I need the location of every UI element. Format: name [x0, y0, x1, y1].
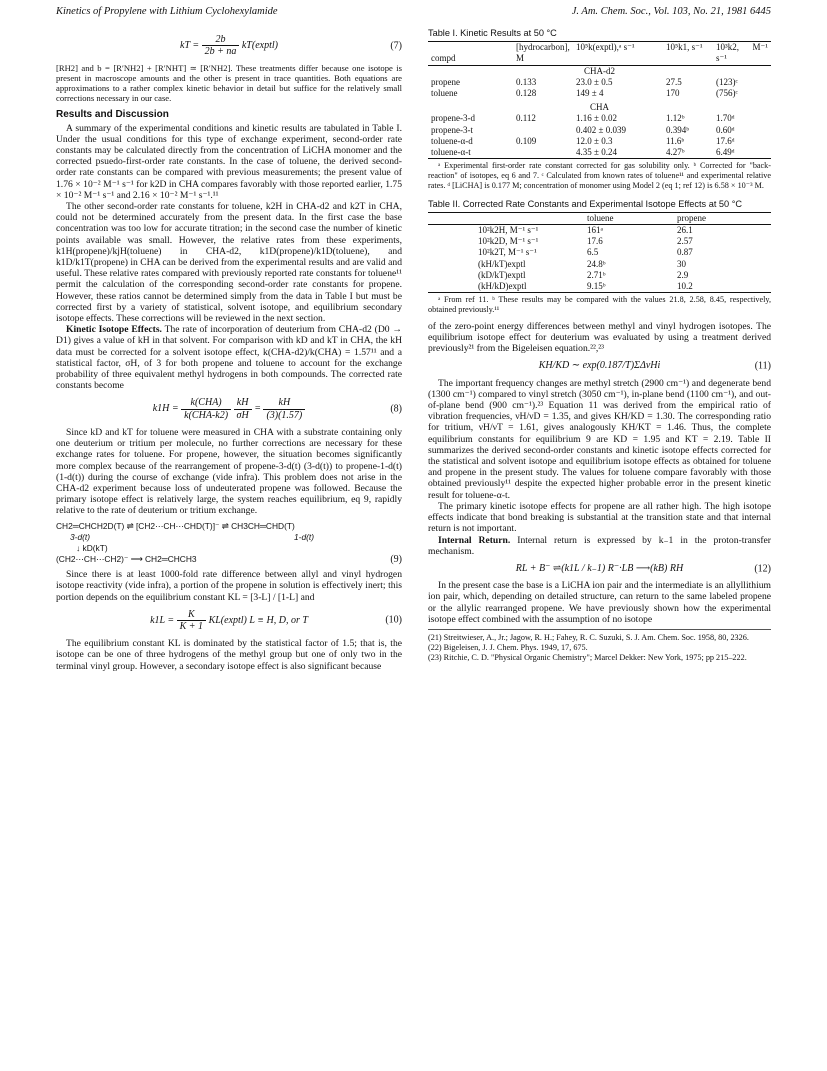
left-column: [56, 28, 402, 672]
eq7-fraction: [202, 34, 240, 57]
eq8-f1-den: k(CHA-k2): [184, 409, 229, 421]
scheme-label-3dt: 3-d(t): [70, 531, 91, 542]
eq7-num: 2b: [202, 34, 240, 46]
kie-title: Kinetic Isotope Effects.: [66, 324, 162, 336]
table-cell: (756)ᶜ: [716, 88, 738, 99]
table-cell: 170: [666, 88, 680, 99]
table-row: [428, 247, 771, 258]
paragraph-kie: [56, 324, 402, 391]
equation-8: [56, 397, 402, 420]
eq8-lhs: k1H =: [152, 403, 179, 415]
eq10-rhs: KL(exptl) L ≡ H, D, or T: [208, 614, 308, 626]
table-cell: 9.15ᵇ: [587, 281, 606, 292]
table-cell: 2.71ᵇ: [587, 269, 606, 280]
table-cell: 161ᵃ: [587, 225, 603, 236]
eq10-num: K: [177, 609, 206, 621]
table-cell: toluene-α-t: [431, 147, 471, 158]
table2: [428, 212, 771, 293]
internal-return-text: Internal return is expressed by k₋1 in the proton-transfer mechanism.: [428, 534, 771, 557]
scheme-line-4: [56, 554, 402, 565]
eq8-frac3: [263, 397, 305, 420]
eq8-equals: =: [254, 403, 261, 415]
table2-header-row: [428, 212, 771, 224]
table2-col-blank: [428, 212, 584, 224]
scheme-line-3: ↓ kD(kT): [76, 542, 108, 553]
table-cell: 4.27ᵇ: [666, 147, 685, 158]
table-row: [428, 125, 771, 136]
table-row: [428, 281, 771, 293]
table1-group-cha-d2: CHA-d2: [584, 65, 615, 76]
table-cell: 0.112: [516, 113, 536, 124]
table-cell: 0.394ᵇ: [666, 124, 690, 135]
paragraph-ion-pair: In the present case the base is a LiCHA ion pair and the intermediate is an allyllithium ion pair, which, depending on detailed structure, can return to the same labeled propene or the allylic rearranged propene. We have previously shown how the experimental isotope effect combined with the assumption of no isotope: [428, 580, 771, 625]
table-cell: 149 ± 4: [576, 88, 604, 99]
eq7-den: 2b + na: [204, 46, 237, 58]
eq10-number: (10): [385, 614, 402, 626]
table-cell: 11.6ᵇ: [666, 135, 685, 146]
table-row: [428, 259, 771, 270]
eq9-number: (9): [390, 553, 402, 565]
table1-col-k2: 10³k2, M⁻¹ s⁻¹: [716, 42, 768, 64]
eq8-f3-num: kH: [263, 397, 305, 409]
table2-col-propene: propene: [677, 212, 707, 223]
table-cell: 10²k2T, M⁻¹ s⁻¹: [478, 247, 537, 258]
paragraph-propene-rearrangement: Since kD and kT for toluene were measured in CHA with a substrate containing only one deuterium or tritium per molecule, no further corrections are necessary for these exchange rates for toluene. For propene, however, the situation becomes significantly more complex because of the rearrangement of propene-3-d(t) (3-d(t)) to propene-1-d(t) (1-d(t)) during the course of exchange (vide infra). This problem does not arise in the CHA-d2 experiment because loss of undeuterated propene was followed. Because the primary isotope effect is relatively large, the system reaches equilibrium, eq 9, rapidly relative to the rate of deuterium or tritium exchange.: [56, 426, 402, 517]
eq11-number: (11): [754, 360, 771, 372]
table-cell: 10²k2H, M⁻¹ s⁻¹: [478, 225, 539, 236]
reference-21: (21) Streitwieser, A., Jr.; Jagow, R. H.; Fahey, R. C. Suzuki, S. J. Am. Chem. Soc. 1958, 80, 2326.: [428, 632, 749, 642]
right-column: [428, 28, 771, 662]
table-cell: (kD/kT)exptl: [478, 269, 526, 280]
table-cell: 12.0 ± 0.3: [576, 135, 613, 146]
table-cell: 17.6: [587, 236, 603, 247]
internal-return-title: Internal Return.: [438, 534, 511, 546]
scheme-line-2: [56, 532, 402, 543]
scheme-allyl-line: (CH2⋯CH⋯CH2)⁻ ⟶ CH2═CHCH3: [56, 553, 197, 564]
eq7-note: [RH2] and b = [R′NH2] + [R′NHT] ≃ [R′NH2]. These treatments differ because one isotope is present in macroscope amounts and the other is present in trace quantities. Both equations are approximations to a rather complex kinetic behavior in detail but suffice for the relatively small corrections necessary in our case.: [56, 63, 402, 104]
references: [428, 629, 771, 662]
eq8-f2-num: kH: [234, 397, 252, 409]
header-citation: J. Am. Chem. Soc., Vol. 103, No. 21, 1981 6445: [571, 6, 771, 17]
table-cell: 10²k2D, M⁻¹ s⁻¹: [478, 236, 539, 247]
equation-7: [56, 34, 402, 57]
header-title: Kinetics of Propylene with Lithium Cyclohexylamide: [56, 6, 278, 17]
eq8-f2-den: σH: [236, 409, 249, 421]
table1-header-row: [428, 42, 771, 65]
table-cell: 27.5: [666, 76, 682, 87]
table1-footnote: ᵃ Experimental first-order rate constant corrected for gas solubility only. ᵇ Corrected for "back-reaction" of isotopes, eq 6 and 7. ᶜ Calculated from known rates of toluene¹¹ and experimental relative rates. ᵈ [LiCHA] is 0.177 M; concentration of monomer using Model 2 (eq 1; ref 12) is 6.58 × 10⁻³ M.: [428, 161, 771, 190]
scheme-rate-label: kD(kT): [82, 542, 108, 553]
table-cell: [513, 125, 573, 136]
equation-12: [428, 563, 771, 574]
paragraph-summary: A summary of the experimental conditions and kinetic results are tabulated in Table I. Under the usual conditions for this type of exchange experiment, second-order rate constants may be calculated directly from the concentration of LiCHA monomer and the corrected psuedo-first-order rate constants. In the case of toluene, the derived second-order rate constants can be compared with previous measurements; the present value of 1.76 × 10⁻² M⁻¹ s⁻¹ for k2D in CHA compares favorably with those reported earlier, 1.75 × 10⁻² M⁻¹ s⁻¹ and 2.16 × 10⁻² M⁻¹ s⁻¹.¹¹: [56, 122, 402, 201]
table-cell: 2.9: [677, 269, 689, 280]
table-cell: toluene-α-d: [431, 135, 473, 146]
paragraph-other-rates: The other second-order rate constants for toluene, k2H in CHA-d2 and k2T in CHA, could not be determined accurately from the present data. In the first case the base concentration was too low for accurate titration; in the second case the number of kinetic points available was small. However, the relative rates from these experiments, k1H(propene)/kjH(toluene) in CHA-d2, k1D(propene)/k1D(toluene), and k1D/k1T(propene) in CHA can be derived from the experimental results and are valid and useful. These relative rates compared with previously reported rate constants for toluene¹¹ permit the calculation of the corresponding second-order rate constants for propene. However, these ratios cannot be determined simply from the data in Table I but must be corrected first by a variety of statistical, solvent isotope, and equilibrium secondary isotope effects. These corrections will be reviewed in the next section.: [56, 201, 402, 325]
table-row: [428, 88, 771, 99]
kie-text: The rate of incorporation of deuterium from CHA-d2 (D0 → D1) gives a value of kH in that solvent. For comparison with kD and kT in CHA, the kH data must be corrected for a solvent isotope effect, k(CHA-d2)/k(CHA) = 1.57¹¹ and a statistical factor, σH, of 3 for both propene and toluene to account for the exchange probability of three equivalent methyl hydrogens in both compounds. The corrected rate constants become: [56, 324, 402, 392]
reference-23: (23) Ritchie, C. D. "Physical Organic Chemistry"; Marcel Dekker: New York, 1975; pp 215–222.: [428, 652, 747, 662]
table-cell: 0.402 ± 0.039: [576, 124, 626, 135]
table-row: [428, 270, 771, 281]
table-cell: 6.5: [587, 247, 599, 258]
table-cell: (kH/kD)exptl: [478, 281, 527, 292]
eq8-f3-den: (3)(1.57): [266, 409, 303, 421]
table-cell: 1.70ᵈ: [716, 113, 735, 124]
eq10-fraction: [177, 609, 206, 632]
eq10-den: K + 1: [179, 620, 204, 632]
scheme-9: [56, 521, 402, 566]
eq11-body: KH/KD ∼ exp(0.187/T)ΣΔνHi: [538, 360, 661, 372]
table-row: [428, 236, 771, 247]
paragraph-primary-kie: The primary kinetic isotope effects for propene are all rather high. The high isotope effects indicate that bond breaking is substantial at the transition state and that internal return is not important.: [428, 500, 771, 535]
table1-col-kexptl: 10⁵k(exptl),ᵃ s⁻¹: [576, 42, 635, 53]
table1: [428, 41, 771, 159]
table-cell: 6.49ᵈ: [716, 147, 735, 158]
table-cell: 17.6ᵈ: [716, 135, 735, 146]
table-row: [428, 113, 771, 124]
paragraph-rate-difference: Since there is at least 1000-fold rate difference between allyl and vinyl hydrogen isotope reactivity (vide infra), a portion of the propene in solution is effectively inert; this portion depends on the equilibrium constant KL = [3-L] / [1-L] and: [56, 569, 402, 603]
table-cell: propene-3-d: [431, 113, 475, 124]
equation-10: [56, 609, 402, 632]
table-cell: 10.2: [677, 281, 693, 292]
table-cell: 4.35 ± 0.24: [576, 147, 617, 158]
paragraph-equilibrium-constant: The equilibrium constant KL is dominated by the statistical factor of 1.5; that is, the isotope can be one of three hydrogens of the methyl group but one of only two in the terminal vinyl group. However, a secondary isotope effect is also significant because: [56, 638, 402, 672]
scheme-label-1dt: 1-d(t): [294, 531, 315, 542]
table1-group-cha: CHA: [589, 102, 609, 113]
table-row: [428, 77, 771, 88]
table-cell: (123)ᶜ: [716, 76, 738, 87]
table-cell: 1.12ᵇ: [666, 113, 685, 124]
eq7-rhs: kT(exptl): [241, 40, 278, 51]
table-cell: 26.1: [677, 225, 693, 236]
table-cell: 30: [677, 258, 687, 269]
table-cell: 2.57: [677, 236, 693, 247]
eq7-number: (7): [390, 40, 402, 52]
eq7-lhs: kT =: [180, 40, 200, 51]
table1-col-compd: compd: [431, 53, 456, 64]
table2-footnote: ᵃ From ref 11. ᵇ These results may be compared with the values 21.8, 2.58, 8.45, respectively, obtained previously.¹¹: [428, 295, 771, 315]
table2-caption: Table II. Corrected Rate Constants and Experimental Isotope Effects at 50 °C: [428, 198, 743, 209]
section-title: Results and Discussion: [56, 109, 169, 121]
table-cell: 1.16 ± 0.02: [576, 113, 617, 124]
eq12-body: RL + B⁻ ⇌(k1L / k₋1) R⁻·LB ⟶(kB) RH: [515, 562, 684, 574]
paragraph-internal-return: [428, 535, 771, 557]
table-cell: 0.87: [677, 247, 693, 258]
table-cell: toluene: [431, 88, 458, 99]
paragraph-frequency-changes: The important frequency changes are methyl stretch (2900 cm⁻¹) and degenerate bend (1300 cm⁻¹) compared to vinyl stretch (3050 cm⁻¹), in-plane bend (1100 cm⁻¹), and out-of-plane bend (900 cm⁻¹).²³ Equation 11 was derived from the empirical ratio of vibration frequencies, νH/νD = 1.35, and gives KH/KD = 1.30. The corresponding ratio for tritium, νH/νT = 1.61, gives analogously KH/KT = 1.46. Thus, the complete equilibrium constants for equilibrium 9 are KD = 1.95 and KT = 2.19. Table II summarizes the derived second-order constants and kinetic isotope effects corrected for the statistical and solvent isotope and equilibrium isotope effects as obtained for toluene and propene in the present study. The values for toluene compare favorably with those obtained previously¹¹ despite the expected higher probable error in the present kinetic result for toluene-α-t.: [428, 377, 771, 501]
table-cell: 23.0 ± 0.5: [576, 76, 613, 87]
table1-col-k1: 10⁵k1, s⁻¹: [666, 42, 703, 53]
table-cell: [513, 147, 573, 159]
eq8-frac2: [234, 397, 252, 420]
table-cell: 0.133: [516, 76, 537, 87]
table-row: [428, 225, 771, 237]
table-row: [428, 147, 771, 159]
eq10-lhs: k1L =: [150, 614, 175, 626]
reference-22: (22) Bigeleisen, J. J. Chem. Phys. 1949, 17, 675.: [428, 642, 588, 652]
table2-col-toluene: toluene: [587, 212, 614, 223]
paragraph-zero-point: of the zero-point energy differences between methyl and vinyl hydrogen isotopes. The equilibrium isotope effect for deuterium was evaluated by using a treatment derived previously²¹ from the Bigeleisen equation.²²,²³: [428, 320, 771, 355]
table-row: [428, 136, 771, 147]
table-cell: propene-3-t: [431, 124, 473, 135]
table-cell: 0.60ᵈ: [716, 124, 735, 135]
table-cell: propene: [431, 76, 460, 87]
equation-11: [428, 360, 771, 371]
eq8-f1-num: k(CHA): [181, 397, 231, 409]
eq8-frac1: [181, 397, 231, 420]
table1-caption: Table I. Kinetic Results at 50 °C: [428, 28, 557, 38]
scheme-line-1: CH2═CHCH2D(T) ⇌ [CH2⋯CH⋯CHD(T)]⁻ ⇌ CH3CH═CHD(T): [56, 520, 295, 531]
table-cell: 0.109: [516, 135, 537, 146]
table-cell: 0.128: [516, 88, 537, 99]
table-cell: 24.8ᵇ: [587, 258, 606, 269]
eq8-number: (8): [390, 403, 402, 415]
table-cell: (kH/kT)exptl: [478, 258, 526, 269]
table1-col-hydrocarbon: [hydrocarbon], M: [516, 42, 570, 64]
eq12-number: (12): [754, 562, 771, 574]
